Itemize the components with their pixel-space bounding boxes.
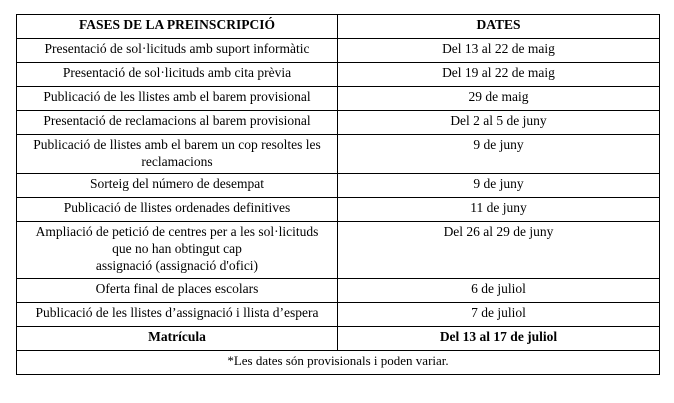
table-row (17, 198, 660, 222)
phase-cell: Publicació de llistes ordenades definitives (17, 198, 338, 222)
phase-cell: Presentació de sol·licituds amb cita prèvia (17, 63, 338, 87)
matricula-date: Del 13 al 17 de juliol (338, 327, 660, 351)
table-row (17, 222, 660, 279)
phase-line: que no han obtingut cap (112, 241, 242, 256)
phase-line: Ampliació de petició de centres per a les sol·licituds (35, 224, 319, 239)
header-dates: DATES (338, 15, 660, 39)
phase-cell: Publicació de les llistes d’assignació i llista d’espera (17, 303, 338, 327)
table-row (17, 63, 660, 87)
date-cell: Del 2 al 5 de juny (338, 111, 660, 135)
date-cell: Del 26 al 29 de juny (338, 222, 660, 279)
phase-cell: Oferta final de places escolars (17, 279, 338, 303)
phase-cell: Presentació de reclamacions al barem provisional (17, 111, 338, 135)
matricula-label: Matrícula (17, 327, 338, 351)
table-row (17, 174, 660, 198)
date-cell: 29 de maig (338, 87, 660, 111)
phase-line: assignació (assignació d'ofici) (95, 258, 259, 273)
table-row (17, 111, 660, 135)
header-phase: FASES DE LA PREINSCRIPCIÓ (17, 15, 338, 39)
matricula-row (17, 327, 660, 351)
provisional-note: *Les dates són provisionals i poden variar. (17, 351, 660, 375)
date-cell: 9 de juny (338, 135, 660, 174)
phase-cell: Presentació de sol·licituds amb suport informàtic (17, 39, 338, 63)
phase-cell: Sorteig del número de desempat (17, 174, 338, 198)
date-cell: 9 de juny (338, 174, 660, 198)
header-row (17, 15, 660, 39)
date-cell: 11 de juny (338, 198, 660, 222)
table-row (17, 135, 660, 174)
phase-cell (17, 222, 338, 279)
note-row (17, 351, 660, 375)
date-cell: Del 13 al 22 de maig (338, 39, 660, 63)
phase-cell: Publicació de les llistes amb el barem provisional (17, 87, 338, 111)
table-row (17, 303, 660, 327)
table-row (17, 87, 660, 111)
preinscription-schedule-table (16, 14, 660, 375)
date-cell: Del 19 al 22 de maig (338, 63, 660, 87)
date-cell: 7 de juliol (338, 303, 660, 327)
table-row (17, 279, 660, 303)
table-row (17, 39, 660, 63)
phase-cell: Publicació de llistes amb el barem un cop resoltes les reclamacions (17, 135, 338, 174)
date-cell: 6 de juliol (338, 279, 660, 303)
